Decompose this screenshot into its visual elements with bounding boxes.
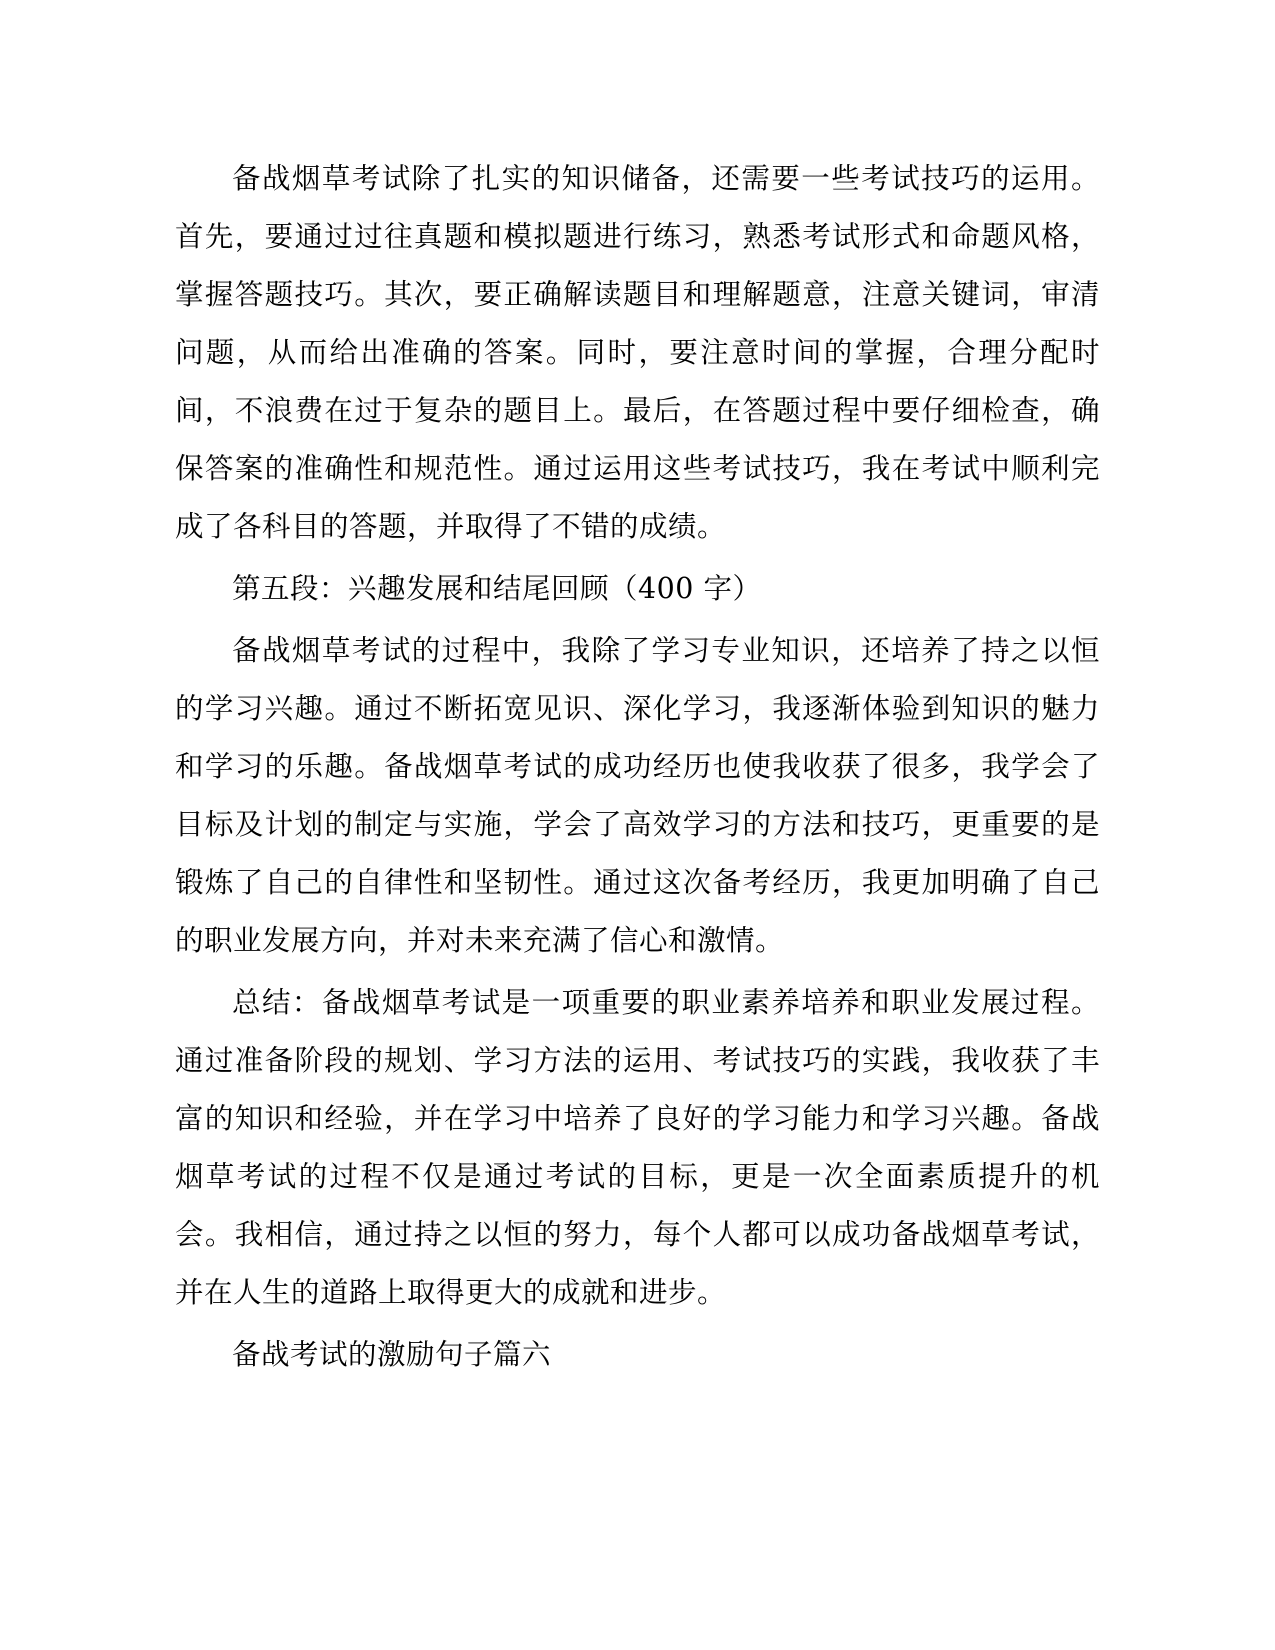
- heading-next-section: 备战考试的激励句子篇六: [232, 1338, 552, 1371]
- paragraph-exam-skills: 备战烟草考试除了扎实的知识储备，还需要一些考试技巧的运用。首先，要通过过往真题和模拟题进行练习，熟悉考试形式和命题风格，掌握答题技巧。其次，要正确解读题目和理解题意，注意关键词，审清问题，从而给出准确的答案。同时，要注意时间的掌握，合理分配时间，不浪费在过于复杂的题目上。最后，在答题过程中要仔细检查，确保答案的准确性和规范性。通过运用这些考试技巧，我在考试中顺利完成了各科目的答题，并取得了不错的成绩。: [175, 162, 1100, 543]
- heading-section-five: 第五段：兴趣发展和结尾回顾（400 字）: [232, 572, 762, 605]
- document-body: [175, 150, 1100, 1384]
- paragraph-summary: 总结：备战烟草考试是一项重要的职业素养培养和职业发展过程。通过准备阶段的规划、学习方法的运用、考试技巧的实践，我收获了丰富的知识和经验，并在学习中培养了良好的学习能力和学习兴趣。备战烟草考试的过程不仅是通过考试的目标，更是一次全面素质提升的机会。我相信，通过持之以恒的努力，每个人都可以成功备战烟草考试，并在人生的道路上取得更大的成就和进步。: [175, 986, 1100, 1309]
- paragraph-interest-development: 备战烟草考试的过程中，我除了学习专业知识，还培养了持之以恒的学习兴趣。通过不断拓宽见识、深化学习，我逐渐体验到知识的魅力和学习的乐趣。备战烟草考试的成功经历也使我收获了很多，我学会了目标及计划的制定与实施，学会了高效学习的方法和技巧，更重要的是锻炼了自己的自律性和坚韧性。通过这次备考经历，我更加明确了自己的职业发展方向，并对未来充满了信心和激情。: [175, 634, 1100, 957]
